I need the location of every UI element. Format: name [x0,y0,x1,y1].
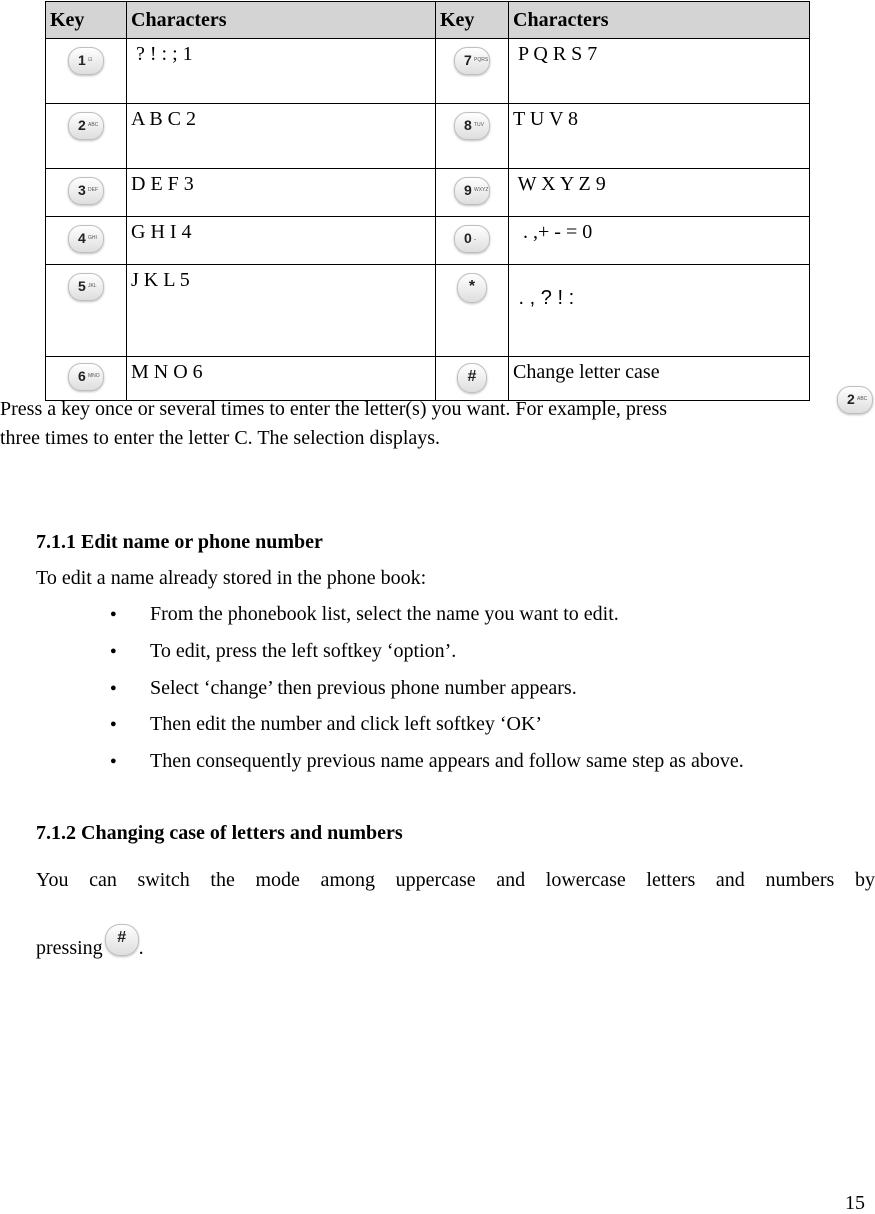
list-item: From the phonebook list, select the name you want to edit. [150,603,619,625]
characters-cell: P Q R S 7 [509,39,810,104]
page-number: 15 [845,1192,865,1214]
characters-cell: M N O 6 [127,357,436,401]
period-text: . [138,937,144,959]
table-row [46,104,810,169]
key-5-icon: 5 JKL [68,273,104,301]
header-key-left: Key [46,2,127,39]
header-characters-right: Characters [509,2,810,39]
table-row [46,265,810,357]
key-6-icon: 6 MNO [68,363,104,391]
intro-line-2: three times to enter the letter C. The selection displays. [0,427,441,449]
header-characters-left: Characters [127,2,436,39]
hash-key-inline-icon: # [105,924,139,956]
characters-cell: A B C 2 [127,104,436,169]
characters-cell: J K L 5 [127,265,436,357]
key-7-icon: 7 PQRS [454,47,490,75]
bullet-icon: ● [110,718,117,730]
intro-line-1: Press a key once or several times to enter the letter(s) you want. For example, press [0,398,668,420]
list-item: Select ‘change’ then previous phone number appears. [150,677,577,699]
characters-cell: W X Y Z 9 [509,169,810,217]
bullet-icon: ● [110,755,117,767]
key-9-icon: 9 WXYZ [454,177,490,205]
key-3-icon: 3 DEF [68,177,104,205]
table-row [46,217,810,265]
key-8-icon: 8 TUV [454,112,490,140]
pressing-text: pressing [36,937,103,959]
characters-cell: . ,+ - = 0 [509,217,810,265]
section-heading-712: 7.1.2 Changing case of letters and numbers [36,822,403,844]
header-key-right: Key [436,2,509,39]
star-key-icon: * [457,273,487,303]
bullet-icon: ● [110,645,117,657]
section-711-intro: To edit a name already stored in the phone book: [36,567,427,589]
section-712-line-2 [36,924,144,960]
table-row [46,169,810,217]
characters-cell: G H I 4 [127,217,436,265]
table-row [46,39,810,104]
list-item: Then edit the number and click left softkey ‘OK’ [150,713,543,735]
list-item: Then consequently previous name appears and follow same step as above. [150,750,744,772]
section-heading-711: 7.1.1 Edit name or phone number [36,531,323,553]
characters-cell: D E F 3 [127,169,436,217]
key-characters-table [45,1,810,401]
table-row [46,357,810,401]
key-0-icon: 0 ⎵ [454,225,490,253]
key-2-icon: 2 ABC [68,112,104,140]
bullet-icon: ● [110,682,117,694]
key-2-example-icon: 2 ABC [837,386,873,414]
key-1-icon: 1 ⊡ [68,47,104,75]
characters-cell: . , ? ! : [509,265,810,357]
hash-key-icon: # [457,363,487,393]
bullet-icon: ● [110,608,117,620]
section-712-line-1: You can switch the mode among uppercase and lowercase letters and numbers by [36,869,875,891]
list-item: To edit, press the left softkey ‘option’. [150,640,457,662]
characters-cell: ? ! : ; 1 [127,39,436,104]
key-4-icon: 4 GHI [68,225,104,253]
characters-cell: Change letter case [509,357,810,401]
characters-cell: T U V 8 [509,104,810,169]
